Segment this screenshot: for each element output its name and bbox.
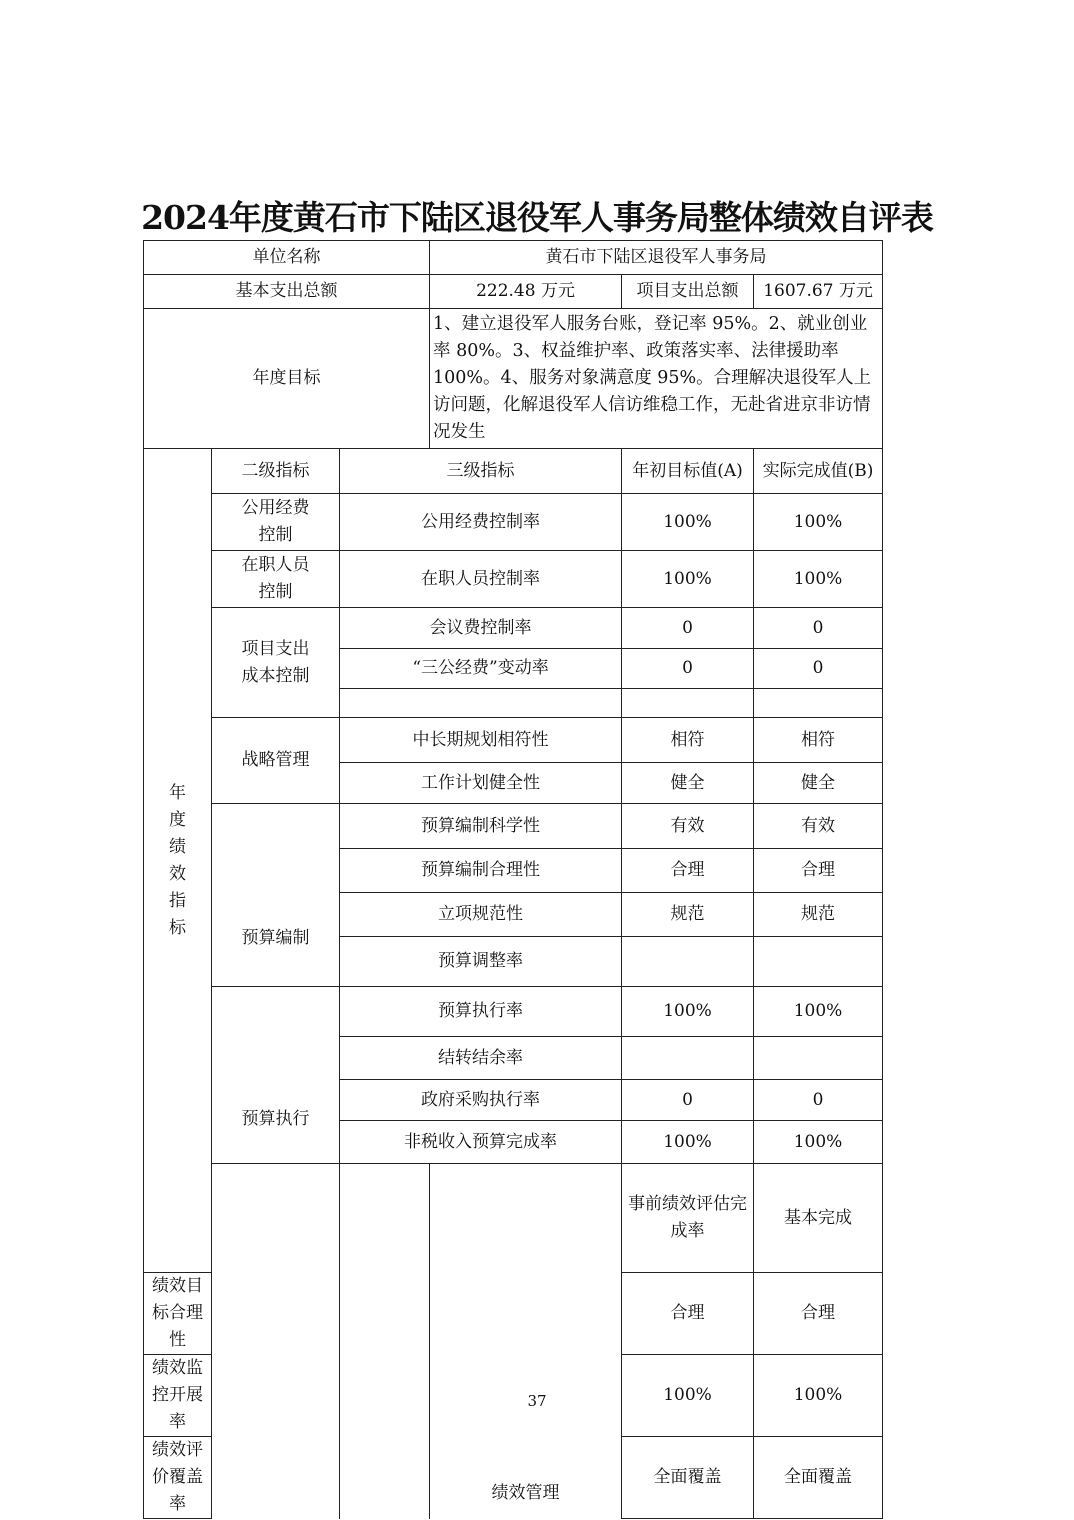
actual-value: 100% bbox=[754, 551, 883, 608]
target-value: 100% bbox=[622, 1355, 754, 1437]
col-header-level2: 二级指标 bbox=[212, 449, 340, 494]
actual-value: 合理 bbox=[754, 849, 883, 893]
indicator-name: 会议费控制率 bbox=[340, 608, 622, 649]
actual-value: 100% bbox=[754, 494, 883, 551]
actual-value: 0 bbox=[754, 1080, 883, 1121]
target-value: 全面覆盖 bbox=[622, 1437, 754, 1519]
table-row bbox=[144, 608, 883, 649]
target-value: 规范 bbox=[622, 893, 754, 937]
unit-row bbox=[144, 241, 883, 275]
goal-text: 1、建立退役军人服务台账，登记率 95%。2、就业创业率 80%。3、权益维护率、政策落实率、法律援助率 100%。4、服务对象满意度 95%。合理解决退役军人上访问题，化解退役军人信访维稳工作，无赴省进京非访情况发生 bbox=[430, 309, 883, 449]
indicator-name: “三公经费”变动率 bbox=[340, 649, 622, 689]
expenditure-row bbox=[144, 275, 883, 309]
group-name: 预算编制 bbox=[212, 804, 340, 987]
goal-label: 年度目标 bbox=[144, 309, 430, 449]
actual-value: 0 bbox=[754, 649, 883, 689]
goal-row bbox=[144, 309, 883, 449]
table-row bbox=[144, 494, 883, 551]
annual-indicator-vertical-label: 年 度 绩 效 指 标 bbox=[144, 449, 212, 1273]
indicator-name: 预算编制合理性 bbox=[340, 849, 622, 893]
group-name: 项目支出 成本控制 bbox=[212, 608, 340, 718]
indicator-name: 工作计划健全性 bbox=[340, 763, 622, 804]
actual-value: 100% bbox=[754, 987, 883, 1037]
group-name: 绩效管理 bbox=[430, 1164, 622, 1519]
continuation-cell bbox=[212, 1164, 340, 1519]
target-value: 0 bbox=[622, 649, 754, 689]
actual-value: 0 bbox=[754, 608, 883, 649]
indicator-name: 中长期规划相符性 bbox=[340, 718, 622, 763]
actual-value: 规范 bbox=[754, 893, 883, 937]
indicator-header-row bbox=[144, 449, 883, 494]
target-value: 基本完成 bbox=[754, 1164, 883, 1273]
actual-value: 相符 bbox=[754, 718, 883, 763]
actual-value: 全面覆盖 bbox=[754, 1437, 883, 1519]
group-name: 公用经费 控制 bbox=[212, 494, 340, 551]
indicator-name bbox=[340, 689, 622, 718]
project-expenditure-label: 项目支出总额 bbox=[622, 275, 754, 309]
target-value: 100% bbox=[622, 1121, 754, 1164]
indicator-name: 公用经费控制率 bbox=[340, 494, 622, 551]
actual-value: 有效 bbox=[754, 804, 883, 849]
target-value: 健全 bbox=[622, 763, 754, 804]
table-row bbox=[144, 987, 883, 1037]
page-number: 37 bbox=[527, 1392, 547, 1410]
target-value: 100% bbox=[622, 987, 754, 1037]
indicator-name: 绩效目标合理性 bbox=[144, 1273, 212, 1355]
target-value: 0 bbox=[622, 1080, 754, 1121]
target-value bbox=[622, 937, 754, 987]
group-name: 预算执行 bbox=[212, 987, 340, 1164]
group-name: 在职人员 控制 bbox=[212, 551, 340, 608]
target-value: 合理 bbox=[622, 849, 754, 893]
table-row bbox=[144, 804, 883, 849]
indicator-name: 非税收入预算完成率 bbox=[340, 1121, 622, 1164]
col-header-target: 年初目标值(A) bbox=[622, 449, 754, 494]
target-value: 100% bbox=[622, 551, 754, 608]
basic-expenditure-label: 基本支出总额 bbox=[144, 275, 430, 309]
indicator-name: 绩效评价覆盖率 bbox=[144, 1437, 212, 1519]
actual-value bbox=[754, 689, 883, 718]
actual-value: 合理 bbox=[754, 1273, 883, 1355]
page-title: 2024年度黄石市下陆区退役军人事务局整体绩效自评表 bbox=[141, 198, 933, 237]
unit-label: 单位名称 bbox=[144, 241, 430, 275]
continuation-cell bbox=[340, 1164, 430, 1519]
target-value: 合理 bbox=[622, 1273, 754, 1355]
indicator-name: 预算执行率 bbox=[340, 987, 622, 1037]
indicator-name: 预算调整率 bbox=[340, 937, 622, 987]
indicator-name: 政府采购执行率 bbox=[340, 1080, 622, 1121]
table-row bbox=[144, 1164, 883, 1273]
indicator-name: 绩效监控开展率 bbox=[144, 1355, 212, 1437]
actual-value: 100% bbox=[754, 1355, 883, 1437]
self-evaluation-table bbox=[143, 240, 883, 1519]
table-row bbox=[144, 551, 883, 608]
group-name: 战略管理 bbox=[212, 718, 340, 804]
target-value: 100% bbox=[622, 494, 754, 551]
project-expenditure-value: 1607.67 万元 bbox=[754, 275, 883, 309]
col-header-actual: 实际完成值(B) bbox=[754, 449, 883, 494]
indicator-name: 立项规范性 bbox=[340, 893, 622, 937]
target-value: 0 bbox=[622, 608, 754, 649]
target-value: 相符 bbox=[622, 718, 754, 763]
unit-value: 黄石市下陆区退役军人事务局 bbox=[430, 241, 883, 275]
actual-value bbox=[754, 937, 883, 987]
actual-value: 100% bbox=[754, 1121, 883, 1164]
basic-expenditure-value: 222.48 万元 bbox=[430, 275, 622, 309]
actual-value bbox=[754, 1037, 883, 1080]
indicator-name: 在职人员控制率 bbox=[340, 551, 622, 608]
table-row bbox=[144, 718, 883, 763]
col-header-level3: 三级指标 bbox=[340, 449, 622, 494]
target-value bbox=[622, 1037, 754, 1080]
actual-value: 健全 bbox=[754, 763, 883, 804]
indicator-name: 预算编制科学性 bbox=[340, 804, 622, 849]
indicator-name: 事前绩效评估完成率 bbox=[622, 1164, 754, 1273]
target-value: 有效 bbox=[622, 804, 754, 849]
indicator-name: 结转结余率 bbox=[340, 1037, 622, 1080]
target-value bbox=[622, 689, 754, 718]
